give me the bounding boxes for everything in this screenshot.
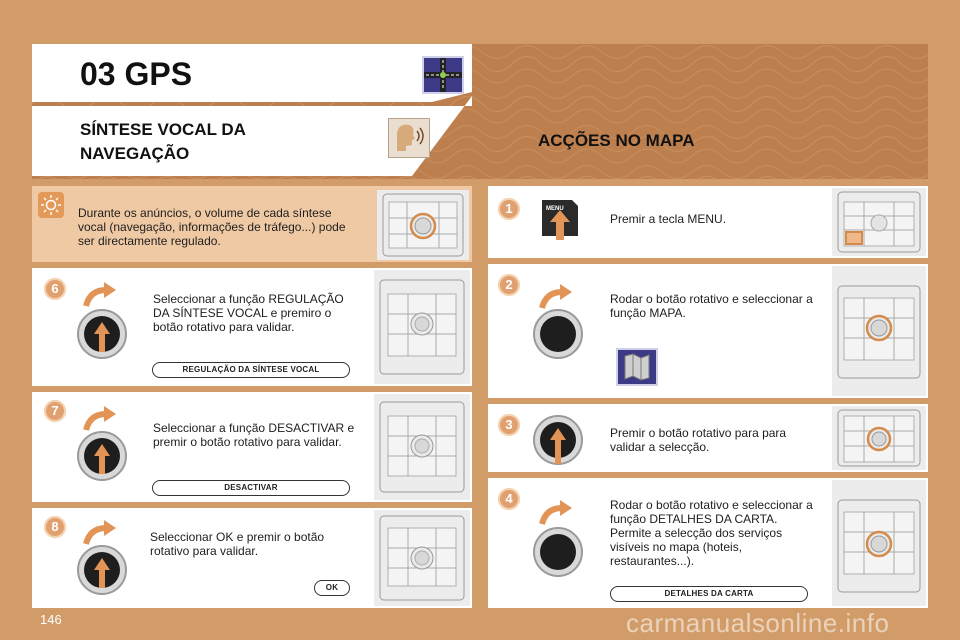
- tip-text-line3: ser directamente regulado.: [78, 234, 221, 248]
- radio-panel-image: [832, 480, 926, 606]
- step-8-line1: Seleccionar OK e premir o botão: [150, 530, 325, 544]
- left-section-title-line1: SÍNTESE VOCAL DA: [80, 120, 246, 139]
- radio-panel-image: [374, 270, 470, 384]
- map-icon: [616, 348, 658, 386]
- radio-panel-image: [832, 266, 926, 396]
- step-6-line1: Seleccionar a função REGULAÇÃO: [153, 292, 344, 306]
- chapter-title: 03 GPS: [80, 56, 193, 92]
- radio-panel-image: [374, 394, 470, 500]
- menu-key-icon: [536, 196, 582, 240]
- rotary-knob-icon: [532, 308, 584, 360]
- menu-label-regulacao: REGULAÇÃO DA SÍNTESE VOCAL: [152, 362, 350, 378]
- step-4-line5: restaurantes...).: [610, 554, 695, 568]
- step-number-1: 1: [498, 198, 520, 220]
- watermark: carmanualsonline.info: [626, 608, 890, 638]
- step-1-line1: Premir a tecla MENU.: [610, 212, 727, 226]
- rotary-knob-icon: [76, 308, 128, 360]
- rotate-arrow-icon: [82, 280, 118, 310]
- step-8-line2: rotativo para validar.: [150, 544, 259, 558]
- radio-panel-image: [377, 190, 469, 260]
- step-number-2: 2: [498, 274, 520, 296]
- step-4-line4: visíveis no mapa (hoteis,: [610, 540, 743, 554]
- menu-label-desactivar: DESACTIVAR: [152, 480, 350, 496]
- menu-label-detalhes: DETALHES DA CARTA: [610, 586, 808, 602]
- step-4-line1: Rodar o botão rotativo e seleccionar a: [610, 498, 813, 512]
- rotary-knob-icon: [76, 430, 128, 482]
- left-section-title-line2: NAVEGAÇÃO: [80, 144, 190, 163]
- page-number: 146: [40, 612, 62, 627]
- gps-crossroads-icon: [422, 56, 464, 94]
- menu-label-ok: OK: [314, 580, 350, 596]
- speaking-head-icon: [388, 118, 430, 158]
- right-section-title: ACÇÕES NO MAPA: [538, 131, 695, 150]
- step-2-line2: função MAPA.: [610, 306, 686, 320]
- step-7-line2: premir o botão rotativo para validar.: [153, 435, 342, 449]
- radio-panel-image: [832, 406, 926, 470]
- rotary-knob-icon: [532, 414, 584, 466]
- radio-panel-image: [374, 510, 470, 606]
- radio-panel-image: [832, 188, 926, 256]
- step-2-line1: Rodar o botão rotativo e seleccionar a: [610, 292, 813, 306]
- tip-text-line1: Durante os anúncios, o volume de cada síntese: [78, 206, 332, 220]
- rotate-arrow-icon: [538, 498, 574, 528]
- step-number-3: 3: [498, 414, 520, 436]
- step-4-line3: Permite a selecção dos serviços: [610, 526, 783, 540]
- menu-key-label: MENU: [546, 206, 564, 212]
- step-6-line3: botão rotativo para validar.: [153, 320, 295, 334]
- step-7-line1: Seleccionar a função DESACTIVAR e: [153, 421, 355, 435]
- step-6-line2: DA SÍNTESE VOCAL e premiro o: [153, 306, 332, 320]
- step-4-line2: função DETALHES DA CARTA.: [610, 512, 778, 526]
- step-number-6: 6: [44, 278, 66, 300]
- sun-tip-icon: [38, 192, 64, 218]
- step-number-8: 8: [44, 516, 66, 538]
- step-3-line2: validar a selecção.: [610, 440, 710, 454]
- tip-text-line2: vocal (navegação, informações de tráfego...) pode: [78, 220, 346, 234]
- step-number-7: 7: [44, 400, 66, 422]
- rotary-knob-icon: [532, 526, 584, 578]
- rotary-knob-icon: [76, 544, 128, 596]
- step-3-line1: Premir o botão rotativo para para: [610, 426, 787, 440]
- step-number-4: 4: [498, 488, 520, 510]
